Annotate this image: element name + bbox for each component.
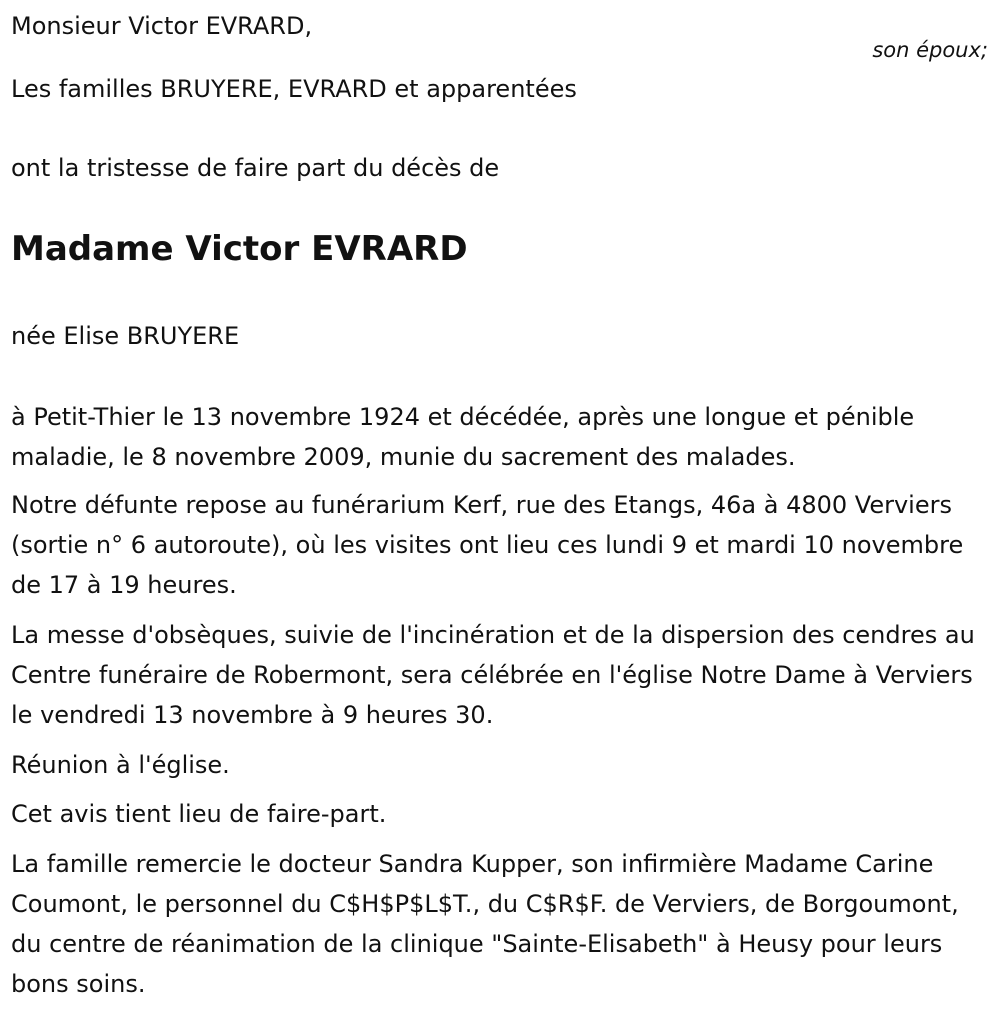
thanks-paragraph xyxy=(11,844,991,1004)
families-line: Les familles BRUYERE, EVRARD et apparentées xyxy=(11,75,577,103)
announcer-relation: son époux; xyxy=(872,38,988,62)
intro-line: ont la tristesse de faire part du décès de xyxy=(11,154,500,182)
announcer-line: Monsieur Victor EVRARD, xyxy=(11,12,313,40)
gathering-paragraph xyxy=(11,745,991,785)
paragraph-text: à Petit-Thier le 13 novembre 1924 et décédée, après une longue et pénible maladie, le 8 novembre 2009, munie du sacrement des malades. xyxy=(11,403,915,471)
deceased-name: Madame Victor EVRARD xyxy=(11,229,468,269)
funeral-mass-paragraph xyxy=(11,615,991,735)
maiden-name: née Elise BRUYERE xyxy=(11,322,240,350)
paragraph-text: Notre défunte repose au funérarium Kerf, rue des Etangs, 46a à 4800 Verviers (sortie n° 6 autoroute), où les visites ont lieu ces lundi 9 et mardi 10 novembre de 17 à 19 heures. xyxy=(11,491,964,599)
birth-death-paragraph xyxy=(11,397,991,477)
paragraph-text: La famille remercie le docteur Sandra Kupper, son infirmière Madame Carine Coumont, le personnel du C$H$P$L$T., du C$R$F. de Verviers, de Borgoumont, du centre de réanimation de la clinique "Sainte-Elisabeth" à Heusy pour leurs bons soins. xyxy=(11,850,959,998)
paragraph-text: Réunion à l'église. xyxy=(11,751,230,779)
paragraph-text: La messe d'obsèques, suivie de l'incinération et de la dispersion des cendres au Centre funéraire de Robermont, sera célébrée en l'église Notre Dame à Verviers le vendredi 13 novembre à 9 heures 30. xyxy=(11,621,975,729)
notice-paragraph xyxy=(11,794,991,834)
visitation-paragraph xyxy=(11,485,991,605)
paragraph-text: Cet avis tient lieu de faire-part. xyxy=(11,800,387,828)
